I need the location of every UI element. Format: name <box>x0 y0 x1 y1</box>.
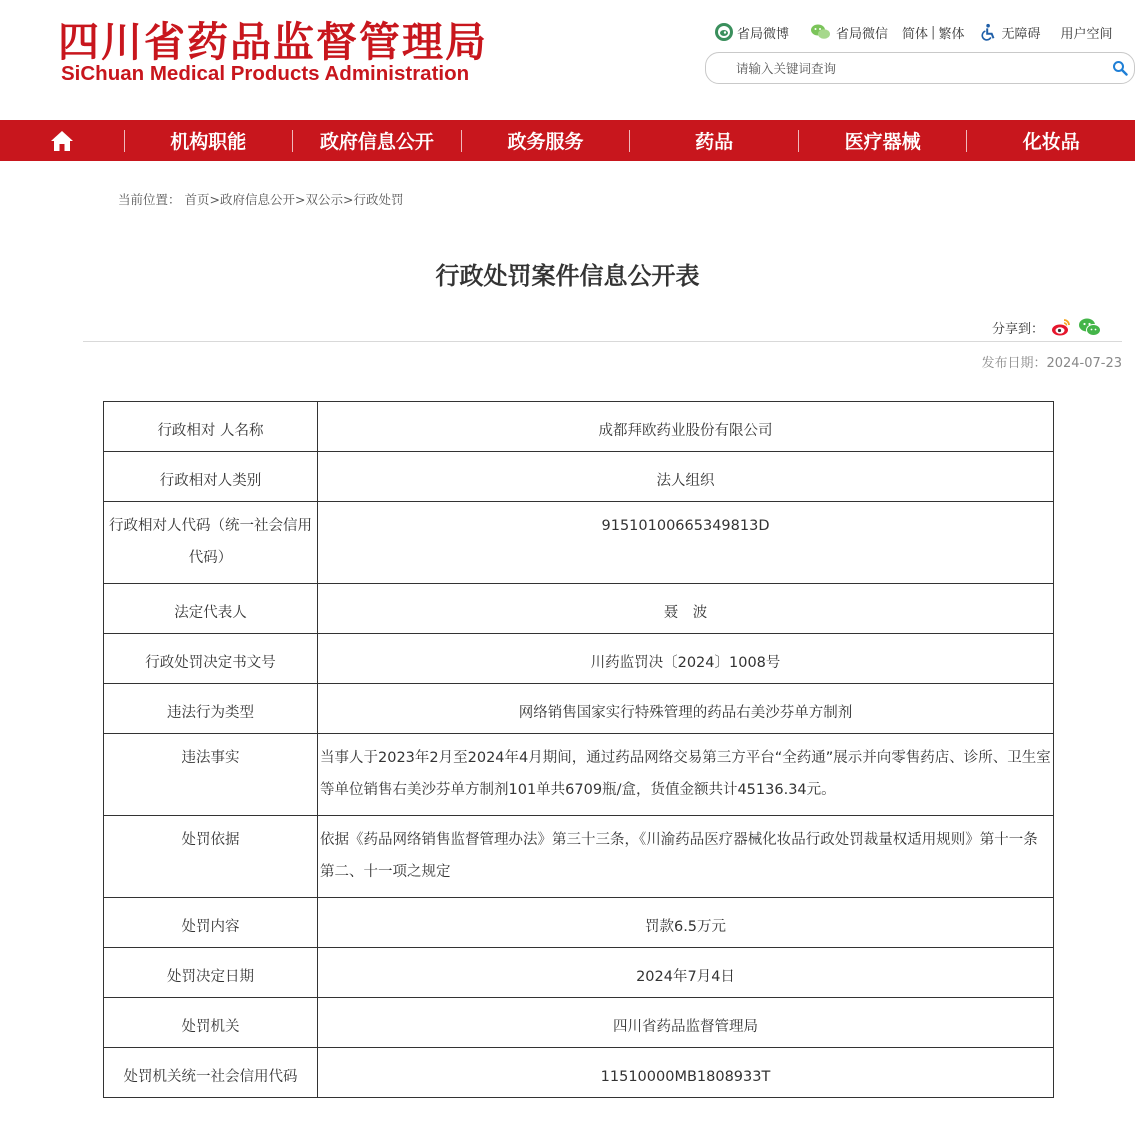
search-input[interactable] <box>724 57 1104 79</box>
row-value-credit-code: 91510100665349813D <box>318 502 1054 584</box>
nav-item-drugs[interactable]: 药品 <box>695 131 734 153</box>
penalty-info-table <box>103 401 1054 1098</box>
row-key-decision-no: 行政处罚决定书文号 <box>104 634 318 684</box>
page-title: 行政处罚案件信息公开表 <box>435 262 700 290</box>
breadcrumb-sep: > <box>295 192 306 207</box>
row-key-violation-facts: 违法事实 <box>104 734 318 816</box>
user-space-link[interactable]: 用户空间 <box>1060 26 1113 42</box>
breadcrumb-home[interactable]: 首页 <box>184 192 210 207</box>
row-key-violation-type: 违法行为类型 <box>104 684 318 734</box>
site-header <box>0 0 1135 118</box>
breadcrumb-gov-info[interactable]: 政府信息公开 <box>220 192 296 207</box>
table-row <box>104 816 1054 898</box>
nav-item-devices[interactable]: 医疗器械 <box>844 131 921 153</box>
row-key-credit-code: 行政相对人代码（统一社会信用代码） <box>104 502 318 584</box>
table-row <box>104 634 1054 684</box>
top-links <box>714 20 1112 44</box>
row-key-authority-code: 处罚机关统一社会信用代码 <box>104 1048 318 1098</box>
nav-item-cosmetics[interactable]: 化妆品 <box>1022 131 1080 153</box>
breadcrumb-label: 当前位置： <box>118 192 181 207</box>
breadcrumb-sep: > <box>343 192 354 207</box>
table-row <box>104 948 1054 998</box>
search-icon[interactable] <box>1112 60 1128 76</box>
nav-item-gov-info[interactable]: 政府信息公开 <box>319 131 434 153</box>
weibo-icon[interactable] <box>1050 316 1072 338</box>
wechat-icon <box>809 22 833 42</box>
row-value-violation-type: 网络销售国家实行特殊管理的药品右美沙芬单方制剂 <box>318 684 1054 734</box>
row-value-decision-date: 2024年7月4日 <box>318 948 1054 998</box>
row-key-authority: 处罚机关 <box>104 998 318 1048</box>
title-divider <box>83 341 1122 342</box>
table-row <box>104 998 1054 1048</box>
table-row <box>104 402 1054 452</box>
weibo-label: 省局微博 <box>737 26 790 42</box>
row-key-penalty-basis: 处罚依据 <box>104 816 318 898</box>
row-key-party-type: 行政相对人类别 <box>104 452 318 502</box>
table-row <box>104 452 1054 502</box>
row-value-authority-code: 11510000MB1808933T <box>318 1048 1054 1098</box>
table-row <box>104 734 1054 816</box>
site-logo-english[interactable]: SiChuan Medical Products Administration <box>61 62 470 85</box>
table-row <box>104 502 1054 584</box>
share-label: 分享到： <box>992 321 1045 337</box>
table-row <box>104 584 1054 634</box>
traditional-link[interactable]: 繁体 <box>938 26 965 42</box>
row-key-penalty-content: 处罚内容 <box>104 898 318 948</box>
nav-item-institution[interactable]: 机构职能 <box>170 131 247 153</box>
table-row <box>104 898 1054 948</box>
wechat-label: 省局微信 <box>836 26 889 42</box>
breadcrumb <box>118 190 404 208</box>
lang-separator: | <box>931 24 936 40</box>
wechat-link[interactable] <box>809 22 888 42</box>
weibo-circle-icon <box>714 22 734 42</box>
row-value-party-name: 成都拜欧药业股份有限公司 <box>318 402 1054 452</box>
row-value-legal-rep: 聂 波 <box>318 584 1054 634</box>
home-icon <box>50 130 74 152</box>
row-key-decision-date: 处罚决定日期 <box>104 948 318 998</box>
weibo-link[interactable] <box>714 22 789 42</box>
row-key-party-name: 行政相对 人名称 <box>104 402 318 452</box>
row-value-penalty-basis: 依据《药品网络销售监督管理办法》第三十三条，《川渝药品医疗器械化妆品行政处罚裁量权适用规则》第十一条第二、十一项之规定 <box>318 816 1054 898</box>
row-value-violation-facts: 当事人于2023年2月至2024年4月期间，通过药品网络交易第三方平台“全药通”展示并向零售药店、诊所、卫生室等单位销售右美沙芬单方制剂101单共6709瓶/盒，货值金额共计45136.34元。 <box>318 734 1054 816</box>
simplified-link[interactable]: 简体 <box>902 26 929 42</box>
row-value-decision-no: 川药监罚决〔2024〕1008号 <box>318 634 1054 684</box>
table-row <box>104 1048 1054 1098</box>
breadcrumb-sep: > <box>209 192 220 207</box>
nav-home[interactable] <box>0 120 124 161</box>
breadcrumb-penalty[interactable]: 行政处罚 <box>353 192 404 207</box>
site-logo-chinese[interactable]: 四川省药品监督管理局 <box>58 18 488 66</box>
row-key-legal-rep: 法定代表人 <box>104 584 318 634</box>
search-box <box>705 52 1135 84</box>
publish-date: 发布日期：2024-07-23 <box>981 356 1122 371</box>
accessibility-icon <box>980 22 998 42</box>
nav-item-services[interactable]: 政务服务 <box>507 131 584 153</box>
breadcrumb-dual-publicity[interactable]: 双公示 <box>305 192 344 207</box>
main-nav <box>0 120 1135 161</box>
row-value-party-type: 法人组织 <box>318 452 1054 502</box>
accessibility-label: 无障碍 <box>1001 26 1041 42</box>
row-value-authority: 四川省药品监督管理局 <box>318 998 1054 1048</box>
accessibility-link[interactable] <box>980 22 1040 42</box>
table-row <box>104 684 1054 734</box>
row-value-penalty-content: 罚款6.5万元 <box>318 898 1054 948</box>
wechat-share-icon[interactable] <box>1078 316 1102 338</box>
share-bar <box>992 316 1102 338</box>
